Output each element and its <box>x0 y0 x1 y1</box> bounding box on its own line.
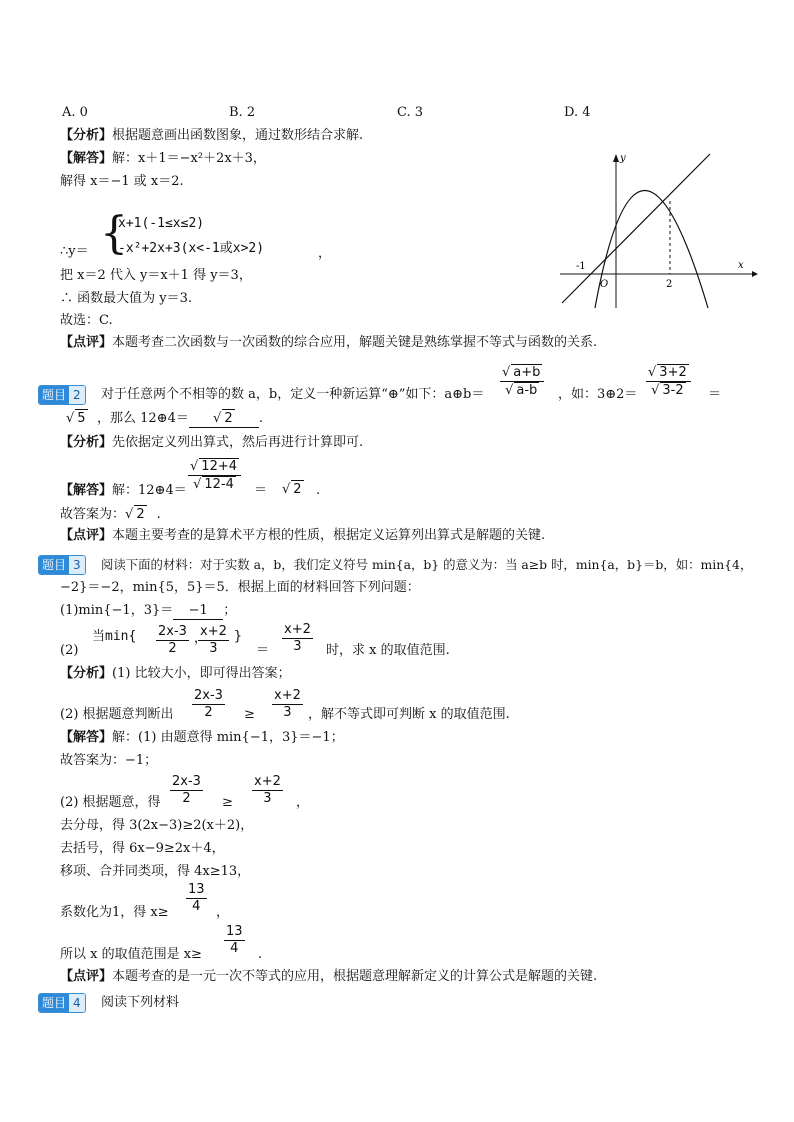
tag-label: 题目 <box>39 556 69 574</box>
comment-text: 本题考查的是一元一次不等式的应用，根据题意理解新定义的计算公式是解题的关键. <box>112 969 598 984</box>
label-origin: O <box>600 279 609 290</box>
solution-text: 解：x＋1＝−x²＋2x＋3， <box>112 151 266 166</box>
piecewise-case1: x+1(-1≤x≤2) <box>118 216 205 231</box>
q3-s3-end: ， <box>296 795 310 810</box>
q2-answer-blank: √ 2 <box>189 409 259 428</box>
q2-example: ，如：3⊕2＝ <box>558 387 638 402</box>
q2-sqrt5: √ 5 <box>66 411 86 426</box>
solution-text: 解：12⊕4＝ <box>112 483 187 498</box>
q2-sol-eq: ＝ <box>254 483 268 498</box>
q3-intro1: 阅读下面的材料：对于实数 a，b，我们定义符号 min{a，b} 的意义为：当 a≥b 时，min{a，b}＝b，如：min{4， <box>101 557 753 572</box>
tag-number: 4 <box>69 994 85 1012</box>
q3-p2-frac1 <box>156 624 189 657</box>
sqrt-value: 2 <box>293 482 302 497</box>
q1-solution-line1 <box>60 150 266 167</box>
q3-p2-comma: ， <box>194 631 208 646</box>
frac-num: 2x-3 <box>158 624 187 639</box>
q1-comment <box>60 334 597 351</box>
q2-eq: ＝ <box>708 387 722 402</box>
line-end: . <box>156 507 161 522</box>
y-label: y <box>620 153 626 164</box>
q3-s8-end: . <box>258 947 263 962</box>
q3-a2-frac2 <box>272 688 303 721</box>
q3-a2-end: ，解不等式即可判断 x 的取值范围. <box>308 707 510 722</box>
q3-solution3: (2) 根据题意，得 <box>60 795 161 810</box>
sqrt-value: 2 <box>136 507 145 522</box>
q2-def-fraction: $\frac{√ a+b}{√ a-b}$ <box>500 364 544 399</box>
question-tag-2 <box>38 385 86 405</box>
q2-answer: 故答案为：√ 2 . <box>60 507 161 522</box>
part1-text: (1)min{−1，3}＝ <box>60 603 174 618</box>
analysis-tag: 【分析】 <box>60 435 113 450</box>
q3-solution4: 去分母，得 3(2x−3)≥2(x＋2)， <box>60 818 254 833</box>
tag-label: 题目 <box>39 386 69 404</box>
comment-tag: 【点评】 <box>60 528 113 543</box>
comment-tag: 【点评】 <box>60 335 113 350</box>
frac-num: 3+2 <box>659 365 687 380</box>
q4-text: 阅读下列材料 <box>101 995 180 1010</box>
q3-s7-end: ， <box>216 905 230 920</box>
frac-den: 3-2 <box>662 383 684 398</box>
q3-comment <box>60 968 597 985</box>
question-tag-3 <box>38 555 86 575</box>
frac-den: 3 <box>283 705 292 720</box>
q2-analysis <box>60 434 363 451</box>
answer-value: 2 <box>224 411 233 426</box>
q3-part2-when: 当min{ <box>92 629 137 644</box>
q3-solution5: 去括号，得 6x−9≥2x＋4， <box>60 841 225 856</box>
q2-example-fraction: $\frac{√ 3+2}{√ 3-2}$ <box>646 364 691 399</box>
frac-num: x+2 <box>274 688 301 703</box>
frac-den: 2 <box>168 641 177 656</box>
frac-num: 13 <box>188 882 205 897</box>
q3-solution2: 故答案为：−1； <box>60 753 158 768</box>
solution-tag: 【解答】 <box>60 483 113 498</box>
frac-num: x+2 <box>200 624 227 639</box>
answer-prefix: 故答案为： <box>60 507 126 522</box>
solution-tag: 【解答】 <box>60 151 113 166</box>
frac-num: 2x-3 <box>172 774 201 789</box>
frac-den: 3 <box>263 791 272 806</box>
analysis-tag: 【分析】 <box>60 666 113 681</box>
piecewise-case2: -x²+2x+3(x<-1或x>2) <box>118 241 265 256</box>
sqrt-value: 5 <box>77 411 86 426</box>
function-graph <box>560 148 760 308</box>
piecewise-brace: { <box>100 208 128 259</box>
frac-den: 2 <box>182 791 191 806</box>
q3-a2-ge: ≥ <box>244 707 255 722</box>
q3-s3-frac1 <box>170 774 203 807</box>
tag-label: 题目 <box>39 994 69 1012</box>
option-c: C. 3 <box>397 105 424 120</box>
tag-number: 3 <box>69 556 85 574</box>
q3-solution8: 所以 x 的取值范围是 x≥ <box>60 947 202 962</box>
frac-num: 13 <box>226 924 243 939</box>
q3-part2-label: (2) <box>60 643 79 658</box>
q3-p2-eq: ＝ <box>256 643 270 658</box>
tag-number: 2 <box>69 386 85 404</box>
solution-tag: 【解答】 <box>60 730 113 745</box>
q3-s8-frac <box>224 924 245 957</box>
analysis-text: 根据题意画出函数图象，通过数形结合求解. <box>112 128 364 143</box>
q3-p2-frac2 <box>198 624 229 657</box>
q3-s7-frac <box>186 882 207 915</box>
question-tag-4 <box>38 993 86 1013</box>
q3-solution7: 系数化为1，得 x≥ <box>60 905 169 920</box>
q1-solution-line5: 故选：C. <box>60 313 113 328</box>
frac-den: 3 <box>209 641 218 656</box>
x-axis-arrow <box>752 271 758 277</box>
label-neg1: -1 <box>576 261 586 272</box>
part1-answer-blank: −1 <box>173 602 223 620</box>
frac-den: 4 <box>230 941 239 956</box>
comment-text: 本题主要考查的是算术平方根的性质，根据定义运算列出算式是解题的关键. <box>112 528 546 543</box>
option-d: D. 4 <box>564 105 591 120</box>
q1-analysis <box>60 127 363 144</box>
q1-solution-line2: 解得 x＝−1 或 x＝2. <box>60 174 184 189</box>
analysis-text: 先依据定义列出算式，然后再进行计算即可. <box>112 435 364 450</box>
frac-den: a-b <box>516 383 538 398</box>
q2-solution-fraction: $\frac{√ 12+4}{√ 12-4}$ <box>188 458 241 493</box>
frac-den: 12-4 <box>204 477 234 492</box>
q2-sol-end: . <box>316 483 321 498</box>
q3-s3-frac2 <box>252 774 283 807</box>
piecewise-end: ， <box>318 246 332 261</box>
q1-solution-line4: ∴ 函数最大值为 y＝3. <box>60 291 193 306</box>
q3-p2-frac3 <box>282 622 313 655</box>
line-end: ； <box>223 603 237 618</box>
q2-comment <box>60 527 545 544</box>
analysis-text: (1) 比较大小，即可得出答案； <box>112 666 291 681</box>
q2-solution <box>60 482 187 499</box>
comment-text: 本题考查二次函数与一次函数的综合应用，解题关键是熟练掌握不等式与函数的关系. <box>112 335 598 350</box>
q2-question: ，那么 12⊕4＝ <box>97 411 189 426</box>
analysis-tag: 【分析】 <box>60 128 113 143</box>
option-a: A. 0 <box>62 105 88 120</box>
q3-solution1 <box>60 729 344 746</box>
frac-num: a+b <box>513 365 541 380</box>
comment-tag: 【点评】 <box>60 969 113 984</box>
q1-solution-line3: 把 x＝2 代入 y＝x＋1 得 y＝3， <box>60 268 252 283</box>
frac-num: x+2 <box>284 622 311 637</box>
q3-intro2: −2}＝−2，min{5，5}＝5．根据上面的材料回答下列问题： <box>60 580 420 595</box>
frac-den: 2 <box>204 705 213 720</box>
x-label: x <box>738 260 744 271</box>
q3-part1 <box>60 602 236 620</box>
frac-num: x+2 <box>254 774 281 789</box>
q3-analysis2: (2) 根据题意判断出 <box>60 707 174 722</box>
option-b: B. 2 <box>229 105 256 120</box>
q3-s3-ge: ≥ <box>222 795 233 810</box>
parabola-curve <box>595 191 708 309</box>
q3-solution6: 移项、合并同类项，得 4x≥13， <box>60 864 251 879</box>
frac-den: 4 <box>192 899 201 914</box>
q3-analysis <box>60 665 291 682</box>
label-2: 2 <box>666 279 673 290</box>
frac-den: 3 <box>293 639 302 654</box>
q1-y-prefix: ∴y＝ <box>60 244 89 259</box>
line-end: . <box>258 411 263 426</box>
frac-num: 2x-3 <box>194 688 223 703</box>
solution-text: 解：(1) 由题意得 min{−1，3}＝−1； <box>112 730 344 745</box>
q2-line2 <box>97 409 263 428</box>
linear-line <box>562 154 710 303</box>
q2-sol-sqrt: √ 2 <box>282 482 302 497</box>
q3-a2-frac1 <box>192 688 225 721</box>
q3-p2-close: } <box>234 629 242 644</box>
frac-num: 12+4 <box>201 459 238 474</box>
q3-p2-end: 时，求 x 的取值范围. <box>326 643 450 658</box>
y-axis-arrow <box>613 154 619 162</box>
q2-line1: 对于任意两个不相等的数 a，b，定义一种新运算“⊕”如下：a⊕b＝ <box>101 387 485 402</box>
